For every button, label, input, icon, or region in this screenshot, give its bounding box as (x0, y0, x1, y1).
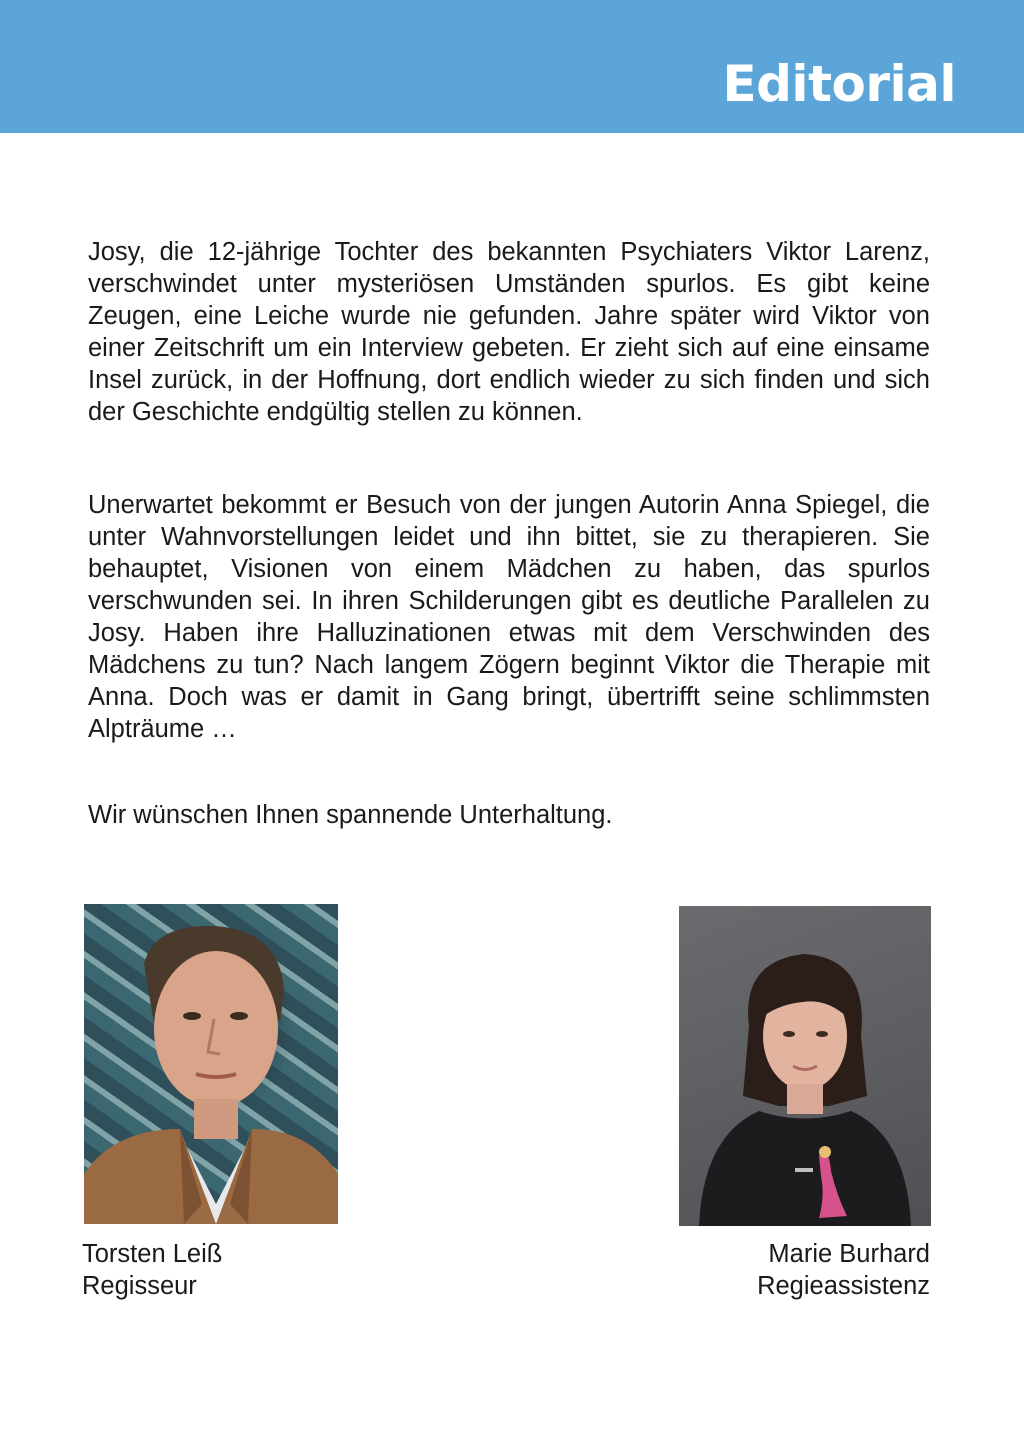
editorial-closing: Wir wünschen Ihnen spannende Unterhaltung. (88, 801, 613, 829)
person-name: Torsten Leiß (82, 1240, 223, 1268)
person-role: Regisseur (82, 1272, 197, 1300)
caption-marie-burhard (757, 1238, 930, 1302)
caption-torsten-leiss (82, 1238, 222, 1302)
editorial-paragraph-1: Josy, die 12-jährige Tochter des bekannten Psychiaters Viktor Larenz, verschwindet unter mysteriösen Umständen spurlos. Es gibt keine Zeugen, eine Leiche wurde nie gefunden. Jahre später wird Viktor von einer Zeitschrift um ein Interview gebeten. Er zieht sich auf eine einsame Insel zurück, in der Hoffnung, dort endlich wieder zu sich finden und sich der Geschichte endgültig stellen zu können. (88, 238, 930, 426)
editorial-paragraph-2: Unerwartet bekommt er Besuch von der jungen Autorin Anna Spiegel, die unter Wahnvorstellungen leidet und ihn bittet, sie zu therapieren. Sie behauptet, Visionen von einem Mädchen zu haben, das spurlos verschwunden sei. In ihren Schilderungen gibt es deutliche Parallelen zu Josy. Haben ihre Halluzinationen etwas mit dem Verschwinden des Mädchens zu tun? Nach langem Zögern beginnt Viktor die Therapie mit Anna. Doch was er damit in Gang bringt, übertrifft seine schlimmsten Alpträume … (88, 491, 930, 743)
header-bar (0, 0, 1024, 133)
portrait-photo-icon (84, 904, 338, 1224)
page-title: Editorial (722, 55, 956, 113)
portrait-marie-burhard (679, 906, 931, 1226)
person-name: Marie Burhard (768, 1240, 930, 1268)
portrait-photo-icon (679, 906, 931, 1226)
person-role: Regieassistenz (757, 1272, 930, 1300)
portrait-torsten-leiss (84, 904, 338, 1224)
